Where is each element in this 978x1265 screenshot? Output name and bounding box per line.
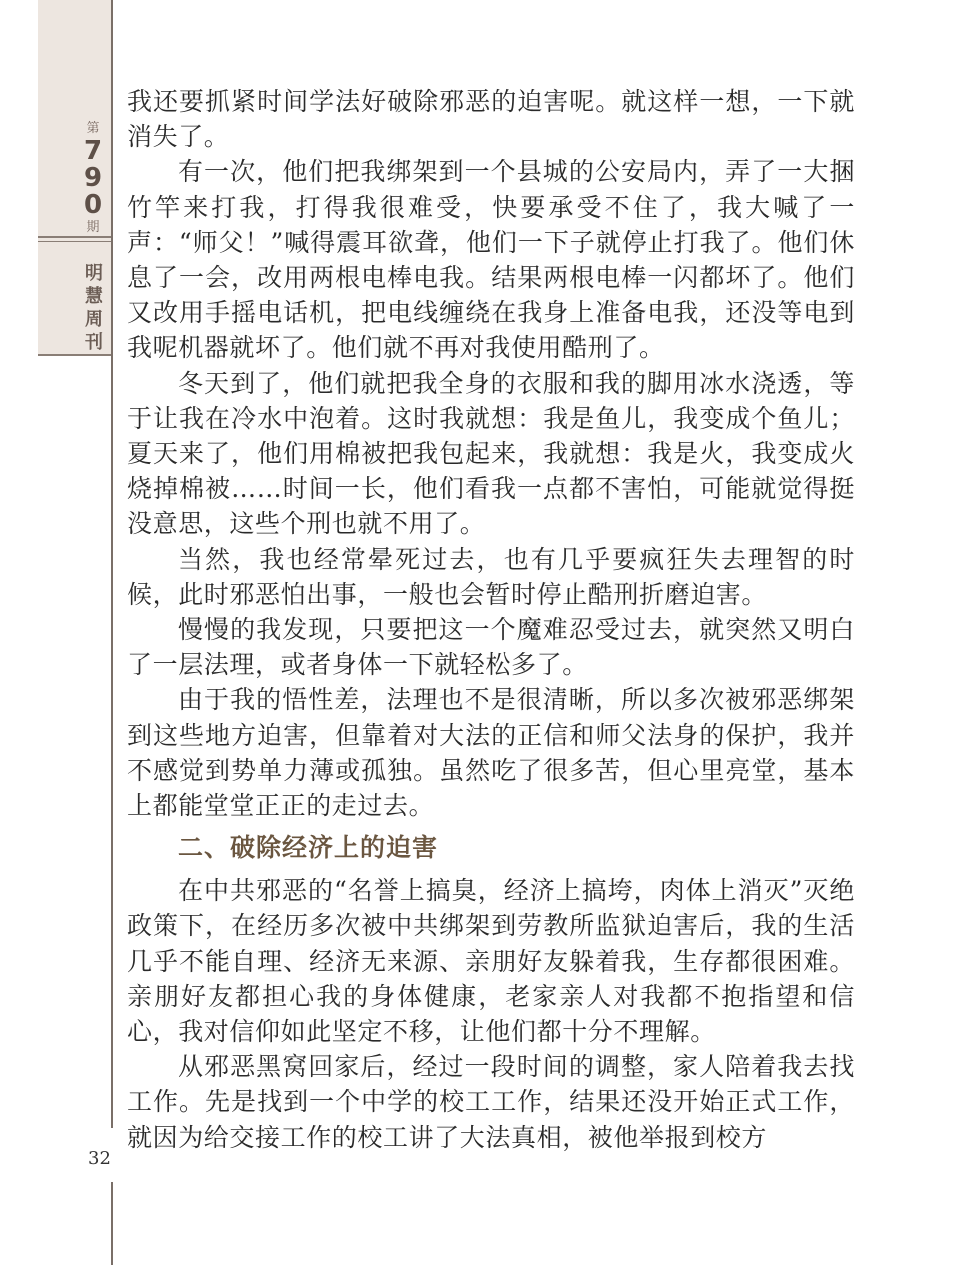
paragraph: 有一次，他们把我绑架到一个县城的公安局内，弄了一大捆竹竿来打我，打得我很难受，快要承受不住了，我大喊了一声：“师父！”喊得震耳欲聋，他们一下子就停止打我了。他们休息了一会，改用两根电棒电我。结果两根电棒一闪都坏了。他们又改用手摇电话机，把电线缠绕在我身上准备电我，还没等电到我呢机器就坏了。他们就不再对我使用酷刑了。 bbox=[127, 157, 855, 363]
magazine-char: 周 bbox=[85, 309, 103, 330]
issue-suffix: 期 bbox=[86, 220, 100, 235]
issue-digit: 7 bbox=[83, 136, 103, 166]
paragraph: 慢慢的我发现，只要把这一个魔难忍受过去，就突然又明白了一层法理，或者身体一下就轻松多了。 bbox=[127, 615, 855, 680]
magazine-char: 慧 bbox=[85, 286, 103, 307]
paragraph: 当然，我也经常晕死过去，也有几乎要疯狂失去理智的时候，此时邪恶怕出事，一般也会暂时停止酷刑折磨迫害。 bbox=[127, 544, 855, 609]
issue-digit: 9 bbox=[83, 163, 103, 193]
section-heading: 二、破除经济上的迫害 bbox=[178, 833, 439, 863]
magazine-name bbox=[82, 262, 106, 354]
article-body bbox=[127, 84, 855, 1155]
paragraph: 我还要抓紧时间学法好破除邪恶的迫害呢。就这样一想，一下就消失了。 bbox=[127, 87, 855, 152]
paragraph: 在中共邪恶的“名誉上搞臭，经济上搞垮，肉体上消灭”灭绝政策下，在经历多次被中共绑架到劳教所监狱迫害后，我的生活几乎不能自理、经济无来源、亲朋好友躲着我，生存都很困难。亲朋好友都担心我的身体健康，老家亲人对我都不抱指望和信心，我对信仰如此坚定不移，让他们都十分不理解。 bbox=[127, 876, 855, 1047]
magazine-char: 明 bbox=[85, 263, 103, 284]
issue-number bbox=[76, 120, 110, 237]
paragraph: 冬天到了，他们就把我全身的衣服和我的脚用冰水浇透，等于让我在冷水中泡着。这时我就想：我是鱼儿，我变成个鱼儿；夏天来了，他们用棉被把我包起来，我就想：我是火，我变成火烧掉棉被……时间一长，他们看我一点都不害怕，可能就觉得挺没意思，这些个刑也就不用了。 bbox=[127, 368, 855, 539]
paragraph: 由于我的悟性差，法理也不是很清晰，所以多次被邪恶绑架到这些地方迫害，但靠着对大法的正信和师父法身的保护，我并不感觉到势单力薄或孤独。虽然吃了很多苦，但心里亮堂，基本上都能堂堂正正的走过去。 bbox=[127, 685, 855, 821]
page-number: 32 bbox=[88, 1148, 111, 1169]
sidebar-divider-thin bbox=[38, 241, 112, 242]
magazine-char: 刊 bbox=[85, 332, 103, 353]
paragraph: 从邪恶黑窝回家后，经过一段时间的调整，家人陪着我去找工作。先是找到一个中学的校工工作，结果还没开始正式工作，就因为给交接工作的校工讲了大法真相，被他举报到校方 bbox=[127, 1052, 855, 1152]
issue-digit: 0 bbox=[83, 190, 103, 220]
margin-rule bbox=[111, 0, 113, 1265]
issue-prefix: 第 bbox=[86, 121, 100, 136]
